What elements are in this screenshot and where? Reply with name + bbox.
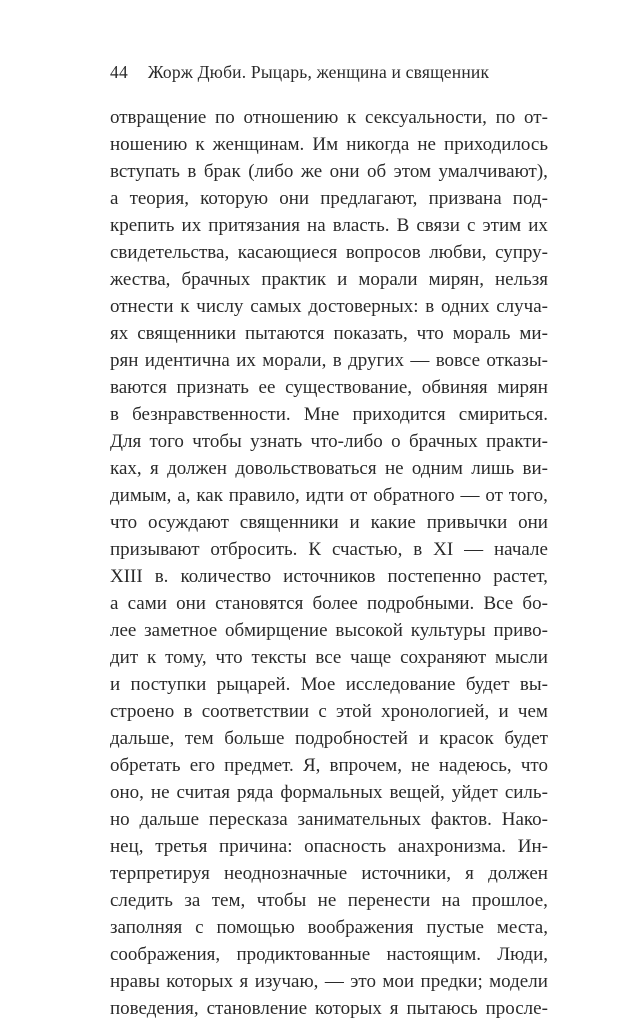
text-line: а теория, которую они предлагают, призвана под- xyxy=(110,188,548,209)
text-line: ношению к женщинам. Им никогда не приходилось xyxy=(110,134,548,155)
text-line: нец, третья причина: опасность анахронизма. Ин- xyxy=(110,836,548,857)
running-head xyxy=(110,62,489,83)
text-line: лее заметное обмирщение высокой культуры приво- xyxy=(110,620,548,641)
text-line: следить за тем, чтобы не перенести на прошлое, xyxy=(110,890,548,911)
text-line: что осуждают священники и какие привычки они xyxy=(110,512,548,533)
text-line: и поступки рыцарей. Мое исследование будет вы- xyxy=(110,674,548,695)
text-line: заполняя с помощью воображения пустые места, xyxy=(110,917,548,938)
text-line: рян идентична их морали, в других — вовсе отказы- xyxy=(110,350,548,371)
text-line: ваются признать ее существование, обвиняя мирян xyxy=(110,377,548,398)
text-line: в безнравственности. Мне приходится смириться. xyxy=(110,404,548,425)
text-line: димым, а, как правило, идти от обратного — от того, xyxy=(110,485,548,506)
text-line: отвращение по отношению к сексуальности, по от- xyxy=(110,107,548,128)
text-line: жества, брачных практик и морали мирян, нельзя xyxy=(110,269,548,290)
text-line: ках, я должен довольствоваться не одним лишь ви- xyxy=(110,458,548,479)
text-line: свидетельства, касающиеся вопросов любви, супру- xyxy=(110,242,548,263)
text-line: строено в соответствии с этой хронологией, и чем xyxy=(110,701,548,722)
text-line: дальше, тем больше подробностей и красок будет xyxy=(110,728,548,749)
text-line: отнести к числу самых достоверных: в одних случа- xyxy=(110,296,548,317)
text-line: терпретируя неоднозначные источники, я должен xyxy=(110,863,548,884)
text-line: соображения, продиктованные настоящим. Люди, xyxy=(110,944,548,965)
text-line: ях священники пытаются показать, что мораль ми- xyxy=(110,323,548,344)
text-line: XIII в. количество источников постепенно растет, xyxy=(110,566,548,587)
text-line: призывают отбросить. К счастью, в XI — начале xyxy=(110,539,548,560)
body-text xyxy=(110,104,548,1022)
text-line: вступать в брак (либо же они об этом умалчивают), xyxy=(110,161,548,182)
page-number: 44 xyxy=(110,62,128,82)
text-line: но дальше пересказа занимательных фактов. Нако- xyxy=(110,809,548,830)
text-line: дит к тому, что тексты все чаще сохраняют мысли xyxy=(110,647,548,668)
running-title: Жорж Дюби. Рыцарь, женщина и священник xyxy=(147,62,490,82)
text-line: поведения, становление которых я пытаюсь просле- xyxy=(110,998,548,1019)
text-line: обретать его предмет. Я, впрочем, не надеюсь, что xyxy=(110,755,548,776)
text-line: оно, не считая ряда формальных вещей, уйдет силь- xyxy=(110,782,548,803)
text-line: а сами они становятся более подробными. Все бо- xyxy=(110,593,548,614)
text-line: нравы которых я изучаю, — это мои предки; модели xyxy=(110,971,548,992)
text-line: крепить их притязания на власть. В связи с этим их xyxy=(110,215,548,236)
text-line: Для того чтобы узнать что-либо о брачных практи- xyxy=(110,431,548,452)
